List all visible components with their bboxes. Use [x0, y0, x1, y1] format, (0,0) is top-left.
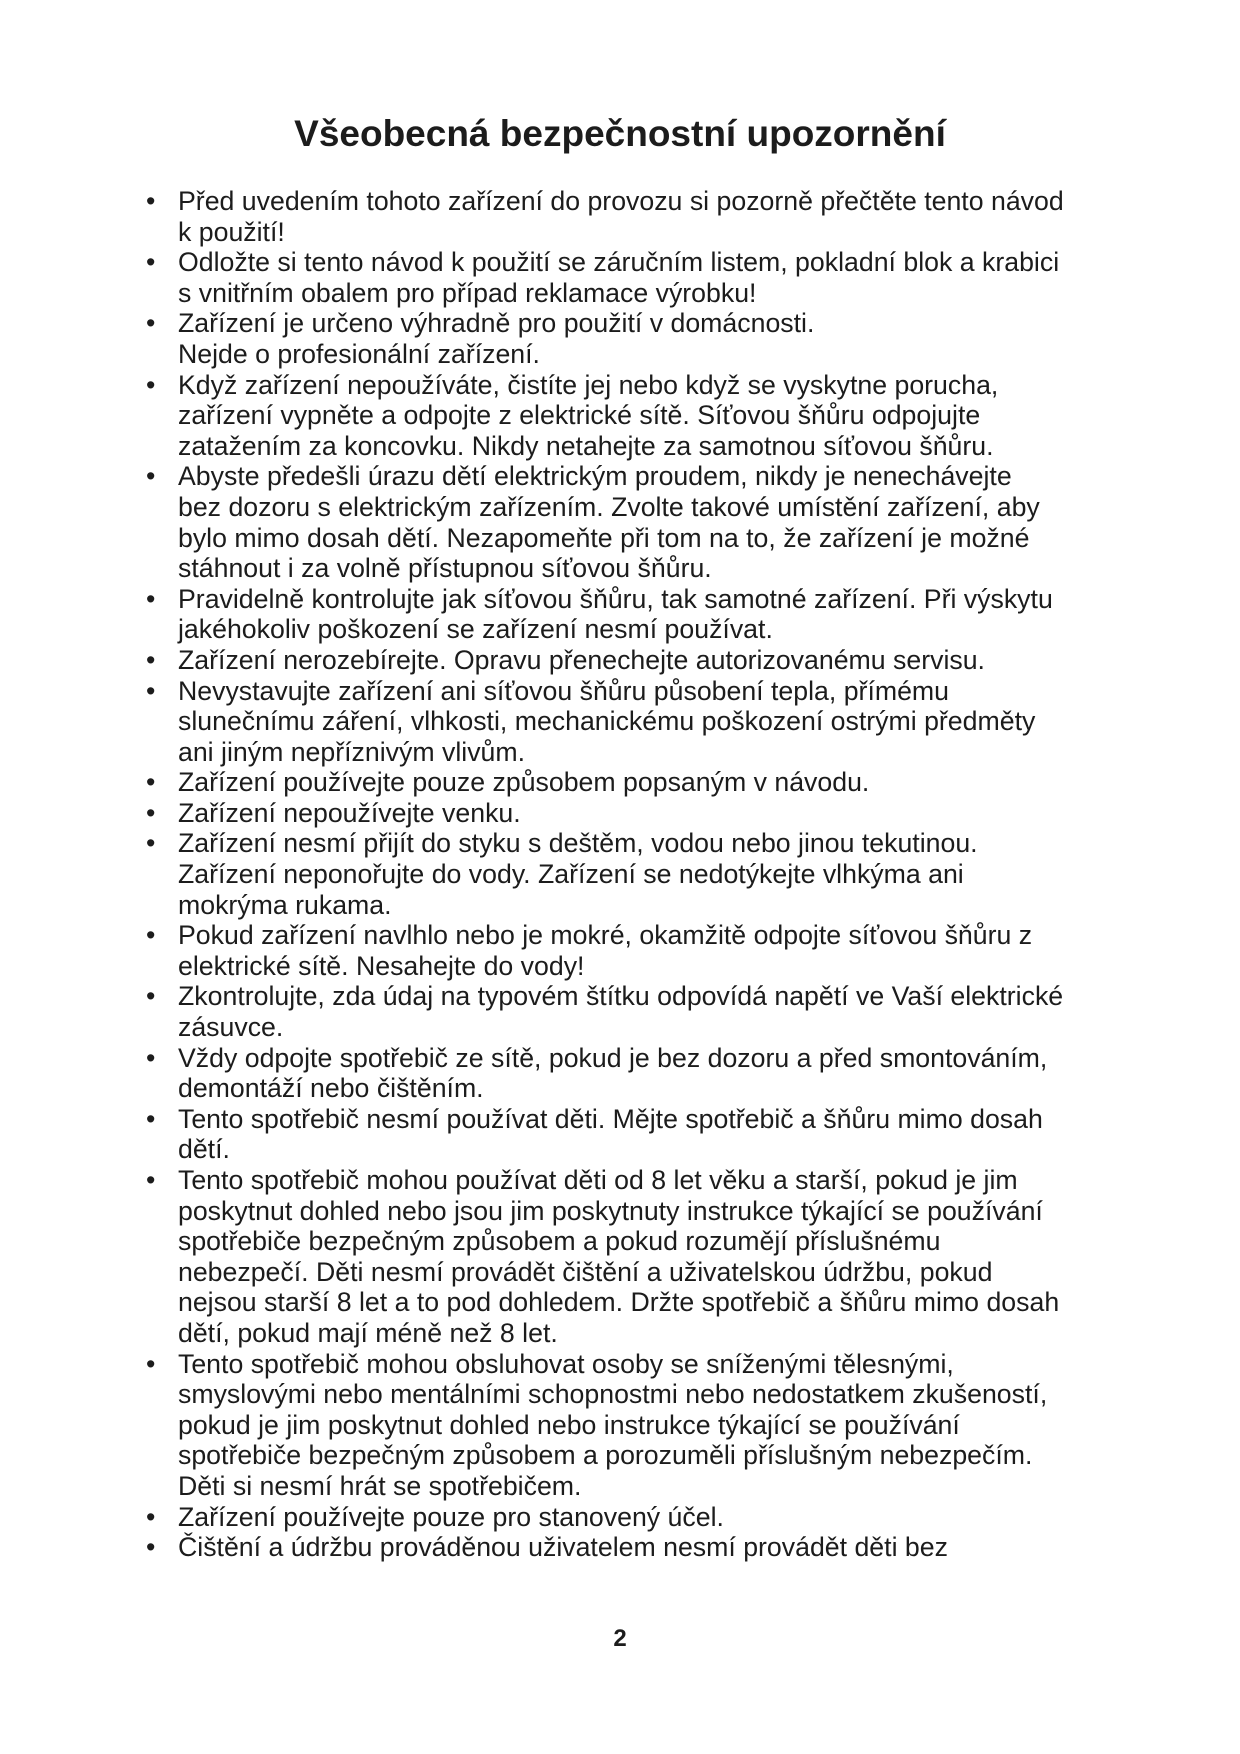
safety-warning-item — [146, 645, 1136, 676]
safety-warning-text-line: • Abyste předešli úrazu dětí elektrickým proudem, nikdy je nenechávejte — [178, 461, 1012, 492]
safety-warning-text-line: smyslovými nebo mentálními schopnostmi nebo nedostatkem zkušeností, — [178, 1379, 1048, 1410]
safety-warning-item — [146, 1502, 1136, 1533]
safety-warning-text-line: spotřebiče bezpečným způsobem a pokud rozumějí příslušnému — [178, 1226, 941, 1257]
safety-warning-item — [146, 1043, 1136, 1104]
safety-warning-item — [146, 828, 1136, 920]
page-number: 2 — [613, 1625, 627, 1652]
safety-warning-text-line: • Tento spotřebič nesmí používat děti. Mějte spotřebič a šňůru mimo dosah — [178, 1103, 1043, 1134]
safety-warning-text-line: • Zařízení nerozebírejte. Opravu přenechejte autorizovanému servisu. — [178, 644, 985, 675]
safety-warning-text-line: elektrické sítě. Nesahejte do vody! — [178, 950, 585, 981]
safety-warning-text-line: poskytnut dohled nebo jsou jim poskytnuty instrukce týkající se používání — [178, 1195, 1043, 1226]
safety-warning-text-line: • Čištění a údržbu prováděnou uživatelem nesmí provádět děti bez — [178, 1532, 948, 1563]
safety-warning-text-line: • Když zařízení nepoužíváte, čistíte jej nebo když se vyskytne porucha, — [178, 369, 999, 400]
content-area — [146, 186, 1136, 1563]
safety-warning-text-line: demontáží nebo čištěním. — [178, 1073, 484, 1104]
safety-warning-item — [146, 584, 1136, 645]
safety-warning-text-line: Zařízení neponořujte do vody. Zařízení se nedotýkejte vlhkýma ani — [178, 859, 964, 890]
safety-warning-item — [146, 676, 1136, 768]
safety-warning-text-line: spotřebiče bezpečným způsobem a porozuměli příslušným nebezpečím. — [178, 1440, 1033, 1471]
safety-warning-item — [146, 247, 1136, 308]
safety-warning-item — [146, 186, 1136, 247]
safety-warning-text-line: • Zařízení je určeno výhradně pro použití v domácnosti. — [178, 308, 815, 339]
safety-warning-item — [146, 1349, 1136, 1502]
safety-warning-item — [146, 1165, 1136, 1349]
safety-warning-item — [146, 920, 1136, 981]
safety-warning-text-line: zatažením za koncovku. Nikdy netahejte za samotnou síťovou šňůru. — [178, 430, 994, 461]
safety-warning-text-line: k použití! — [178, 216, 285, 247]
safety-warnings-list — [146, 186, 1136, 1563]
safety-warning-item — [146, 370, 1136, 462]
safety-warning-text-line: • Tento spotřebič mohou obsluhovat osoby se sníženými tělesnými, — [178, 1348, 954, 1379]
safety-warning-text-line: dětí, pokud mají méně než 8 let. — [178, 1317, 558, 1348]
safety-warning-text-line: • Tento spotřebič mohou používat děti od 8 let věku a starší, pokud je jim — [178, 1165, 1018, 1195]
safety-warning-text-line: jakéhokoliv poškození se zařízení nesmí používat. — [178, 614, 773, 645]
safety-warning-text-line: ani jiným nepříznivým vlivům. — [178, 736, 526, 767]
safety-warning-text-line: Děti si nesmí hrát se spotřebičem. — [178, 1470, 582, 1501]
safety-warning-text-line: • Před uvedením tohoto zařízení do provozu si pozorně přečtěte tento návod — [178, 186, 1064, 216]
safety-warning-text-line: • Zařízení používejte pouze pro stanovený účel. — [178, 1501, 724, 1532]
safety-warning-text-line: s vnitřním obalem pro případ reklamace výrobku! — [178, 277, 757, 308]
safety-warning-text-line: nebezpečí. Děti nesmí provádět čištění a uživatelskou údržbu, pokud — [178, 1256, 993, 1287]
safety-warning-text-line: Nejde o profesionální zařízení. — [178, 338, 540, 369]
safety-warning-item — [146, 1104, 1136, 1165]
safety-warning-text-line: • Odložte si tento návod k použití se záručním listem, pokladní blok a krabici — [178, 247, 1060, 278]
safety-warning-text-line: nejsou starší 8 let a to pod dohledem. Držte spotřebič a šňůru mimo dosah — [178, 1287, 1060, 1318]
safety-warning-text-line: • Zařízení nepoužívejte venku. — [178, 797, 521, 828]
safety-warning-text-line: bylo mimo dosah dětí. Nezapomeňte při tom na to, že zařízení je možné — [178, 522, 1030, 553]
safety-warning-text-line: • Zkontrolujte, zda údaj na typovém štítku odpovídá napětí ve Vaší elektrické — [178, 981, 1064, 1012]
safety-warning-text-line: • Vždy odpojte spotřebič ze sítě, pokud je bez dozoru a před smontováním, — [178, 1042, 1048, 1073]
page-title: Všeobecná bezpečnostní upozornění — [294, 113, 946, 154]
safety-warning-text-line: stáhnout i za volně přístupnou síťovou šňůru. — [178, 553, 712, 584]
safety-warning-text-line: bez dozoru s elektrickým zařízením. Zvolte takové umístění zařízení, aby — [178, 491, 1040, 522]
safety-warning-text-line: • Pokud zařízení navlhlo nebo je mokré, okamžitě odpojte síťovou šňůru z — [178, 920, 1033, 951]
safety-warning-item — [146, 461, 1136, 583]
safety-warning-text-line: zařízení vypněte a odpojte z elektrické sítě. Síťovou šňůru odpojujte — [178, 400, 981, 431]
safety-warning-item — [146, 798, 1136, 829]
safety-warning-text-line: • Zařízení používejte pouze způsobem popsaným v návodu. — [178, 767, 870, 798]
safety-warning-item — [146, 981, 1136, 1042]
safety-warning-text-line: • Pravidelně kontrolujte jak síťovou šňůru, tak samotné zařízení. Při výskytu — [178, 583, 1053, 614]
safety-warning-text-line: zásuvce. — [178, 1012, 284, 1043]
safety-warning-text-line: pokud je jim poskytnut dohled nebo instrukce týkající se používání — [178, 1409, 960, 1440]
safety-warning-item — [146, 308, 1136, 369]
safety-warning-text-line: • Nevystavujte zařízení ani síťovou šňůru působení tepla, přímému — [178, 675, 950, 706]
safety-warning-text-line: mokrýma rukama. — [178, 889, 392, 920]
safety-warning-text-line: slunečnímu záření, vlhkosti, mechanickému poškození ostrými předměty — [178, 706, 1036, 737]
safety-warning-text-line: • Zařízení nesmí přijít do styku s deštěm, vodou nebo jinou tekutinou. — [178, 828, 978, 859]
safety-warning-text-line: dětí. — [178, 1134, 230, 1165]
safety-warning-item — [146, 767, 1136, 798]
safety-warning-item — [146, 1532, 1136, 1563]
